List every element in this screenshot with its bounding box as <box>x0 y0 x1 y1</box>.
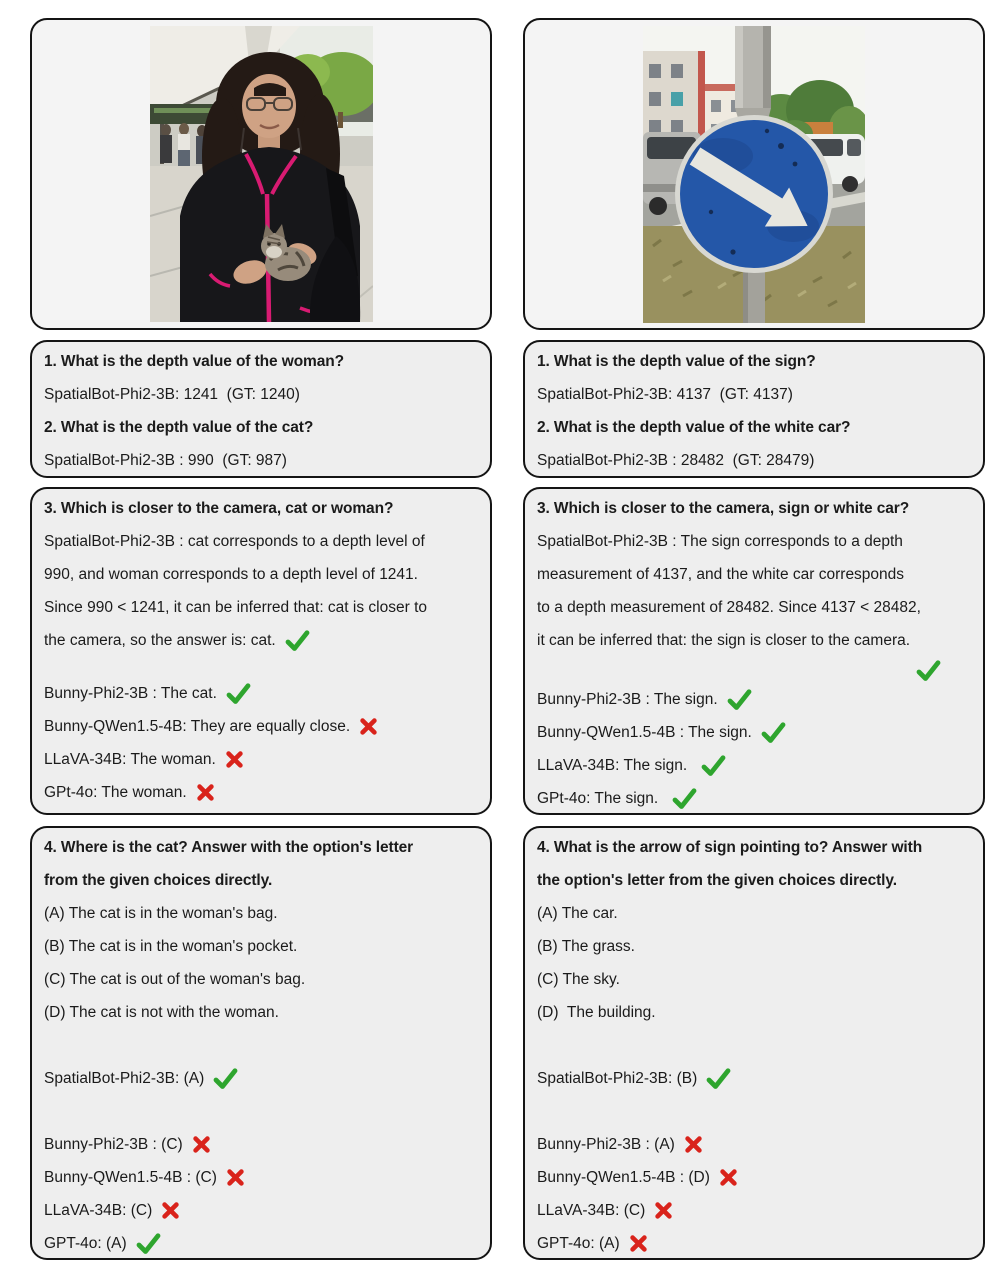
line-text: Bunny-Phi2-3B : The cat. <box>44 685 217 702</box>
answer-line <box>44 591 478 624</box>
line-text: measurement of 4137, and the white car corresponds <box>537 566 905 583</box>
cross-icon <box>161 1201 180 1220</box>
line-text: (A) The cat is in the woman's bag. <box>44 905 278 922</box>
question-line <box>44 345 478 378</box>
answer-line <box>537 1128 971 1161</box>
cross-icon <box>196 783 215 802</box>
line-text: LLaVA-34B: The sign. <box>537 757 692 774</box>
answer-line <box>537 525 971 558</box>
line-text: the camera, so the answer is: cat. <box>44 632 276 649</box>
spacer-line <box>44 1029 478 1062</box>
answer-line <box>44 930 478 963</box>
line-text: SpatialBot-Phi2-3B : 990 (GT: 987) <box>44 452 287 469</box>
spacer-line <box>44 1095 478 1128</box>
cross-icon <box>719 1168 738 1187</box>
line-text: 3. Which is closer to the camera, sign or white car? <box>537 500 910 517</box>
answer-line <box>44 444 478 477</box>
question-line <box>537 411 971 444</box>
cross-icon <box>225 750 244 769</box>
answer-line <box>44 624 478 657</box>
answer-line <box>44 710 478 743</box>
line-text: (B) The cat is in the woman's pocket. <box>44 938 298 955</box>
line-text: LLaVA-34B: (C) <box>537 1202 646 1219</box>
line-text: Bunny-QWen1.5-4B : (C) <box>44 1169 217 1186</box>
answer-line <box>44 897 478 930</box>
cross-icon <box>629 1234 648 1253</box>
cross-icon <box>359 717 378 736</box>
question-line <box>537 831 971 864</box>
answer-line <box>44 776 478 809</box>
check-icon <box>226 683 251 704</box>
cross-icon <box>684 1135 703 1154</box>
answer-line <box>537 782 971 815</box>
answer-line <box>44 1227 478 1260</box>
line-text: 1. What is the depth value of the sign? <box>537 353 816 370</box>
cross-icon <box>192 1135 211 1154</box>
answer-line <box>44 1062 478 1095</box>
line-text: GPT-4o: (A) <box>537 1235 620 1252</box>
question-line <box>44 864 478 897</box>
line-text: (D) The building. <box>537 1004 656 1021</box>
check-icon <box>701 755 726 776</box>
question-line <box>537 492 971 525</box>
line-text: SpatialBot-Phi2-3B: 1241 (GT: 1240) <box>44 386 300 403</box>
line-text: (A) The car. <box>537 905 618 922</box>
line-text: 3. Which is closer to the camera, cat or woman? <box>44 500 394 517</box>
answer-line <box>537 591 971 624</box>
answer-line <box>537 378 971 411</box>
answer-line <box>44 963 478 996</box>
line-text: SpatialBot-Phi2-3B : The sign corresponds to a depth <box>537 533 903 550</box>
question-line <box>44 831 478 864</box>
question-line <box>537 864 971 897</box>
cross-icon <box>654 1201 673 1220</box>
proximity-qa-panel-left <box>30 487 492 815</box>
answer-line <box>537 963 971 996</box>
line-text: GPt-4o: The sign. <box>537 790 663 807</box>
answer-line <box>537 716 971 749</box>
line-text: Bunny-QWen1.5-4B : The sign. <box>537 724 752 741</box>
check-icon <box>727 689 752 710</box>
answer-line <box>537 683 971 716</box>
line-text: (B) The grass. <box>537 938 635 955</box>
check-icon <box>136 1233 161 1254</box>
multichoice-qa-panel-left <box>30 826 492 1260</box>
line-text: SpatialBot-Phi2-3B: (A) <box>44 1070 205 1087</box>
proximity-qa-panel-right <box>523 487 985 815</box>
answer-line <box>44 677 478 710</box>
line-text: Bunny-Phi2-3B : The sign. <box>537 691 718 708</box>
answer-line <box>537 1161 971 1194</box>
answer-line <box>537 996 971 1029</box>
question-line <box>44 492 478 525</box>
line-text: 1. What is the depth value of the woman? <box>44 353 344 370</box>
answer-line <box>44 996 478 1029</box>
line-text: LLaVA-34B: (C) <box>44 1202 153 1219</box>
question-line <box>44 411 478 444</box>
depth-qa-panel-left <box>30 340 492 478</box>
line-text: Bunny-QWen1.5-4B: They are equally close. <box>44 718 351 735</box>
line-text: it can be inferred that: the sign is closer to the camera. <box>537 632 911 649</box>
answer-line <box>537 558 971 591</box>
line-text: GPT-4o: (A) <box>44 1235 127 1252</box>
answer-line <box>537 1194 971 1227</box>
answer-line <box>537 1062 971 1095</box>
answer-line <box>537 749 971 782</box>
check-icon <box>761 722 786 743</box>
line-text: SpatialBot-Phi2-3B : cat corresponds to a depth level of <box>44 533 425 550</box>
image-panel-woman-cat <box>30 18 492 330</box>
answer-line <box>44 558 478 591</box>
answer-line <box>537 444 971 477</box>
line-text: Bunny-Phi2-3B : (C) <box>44 1136 183 1153</box>
line-text: (C) The sky. <box>537 971 620 988</box>
line-text: Bunny-QWen1.5-4B : (D) <box>537 1169 710 1186</box>
line-text: SpatialBot-Phi2-3B : 28482 (GT: 28479) <box>537 452 815 469</box>
photo-woman-holding-kitten <box>150 26 373 322</box>
line-text: 4. What is the arrow of sign pointing to? Answer with <box>537 839 923 856</box>
answer-line <box>44 1161 478 1194</box>
spacer-line <box>537 1029 971 1062</box>
line-text: SpatialBot-Phi2-3B: (B) <box>537 1070 698 1087</box>
answer-line <box>44 1194 478 1227</box>
line-text: to a depth measurement of 28482. Since 4137 < 28482, <box>537 599 921 616</box>
line-text: SpatialBot-Phi2-3B: 4137 (GT: 4137) <box>537 386 793 403</box>
check-icon <box>916 660 941 681</box>
check-icon <box>213 1068 238 1089</box>
check-icon <box>285 630 310 651</box>
answer-line <box>44 1128 478 1161</box>
line-text: the option's letter from the given choices directly. <box>537 872 897 889</box>
line-text: 990, and woman corresponds to a depth level of 1241. <box>44 566 418 583</box>
check-icon <box>672 788 697 809</box>
answer-line <box>44 378 478 411</box>
line-text: 4. Where is the cat? Answer with the option's letter <box>44 839 414 856</box>
answer-line <box>537 930 971 963</box>
line-text: Bunny-Phi2-3B : (A) <box>537 1136 675 1153</box>
line-text: from the given choices directly. <box>44 872 273 889</box>
answer-line <box>44 525 478 558</box>
line-text: (C) The cat is out of the woman's bag. <box>44 971 306 988</box>
answer-line <box>537 1227 971 1260</box>
multichoice-qa-panel-right <box>523 826 985 1260</box>
line-text: Since 990 < 1241, it can be inferred that: cat is closer to <box>44 599 427 616</box>
photo-blue-arrow-sign <box>643 26 865 323</box>
spacer-line <box>44 657 478 677</box>
cross-icon <box>226 1168 245 1187</box>
question-line <box>537 345 971 378</box>
line-text: LLaVA-34B: The woman. <box>44 751 216 768</box>
spacer-line <box>537 1095 971 1128</box>
spacer-line <box>537 657 971 683</box>
blue-arrow-sign <box>675 115 833 273</box>
answer-line <box>537 897 971 930</box>
line-text: GPt-4o: The woman. <box>44 784 187 801</box>
check-icon <box>706 1068 731 1089</box>
line-text: 2. What is the depth value of the white car? <box>537 419 851 436</box>
answer-line <box>44 743 478 776</box>
depth-qa-panel-right <box>523 340 985 478</box>
answer-line <box>537 624 971 657</box>
image-panel-traffic-sign <box>523 18 985 330</box>
line-text: (D) The cat is not with the woman. <box>44 1004 279 1021</box>
line-text: 2. What is the depth value of the cat? <box>44 419 314 436</box>
